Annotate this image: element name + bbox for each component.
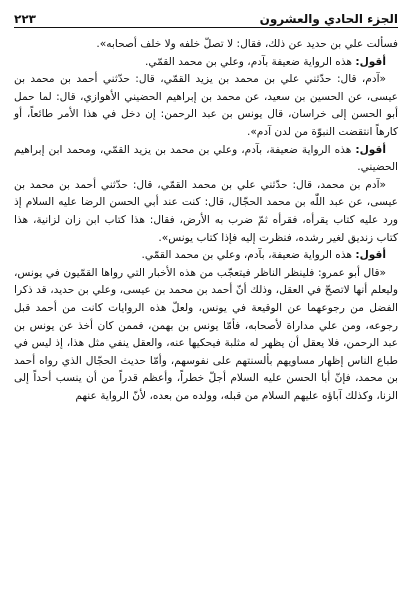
paragraph-text: «قال أبو عمرو: فلينظر الناظر فيتعجّب من هذه الأخبار التي رواها القمّيون في يونس، وليعلم أنها لاتصحّ في العقل، وذلك أنّ أحمد بن محمد بن عيسى، وعلي بن حديد، قد ذكرا الفضل من رجوعهما عن الوقيعة في يونس، ولعلّ هذه الروايات كانت من أحمد قبل رجوعه، ومن علي مداراة لأصحابه، فأمّا يونس بن بهمن، فممن كان أخذ عن يونس بن عبد الرحمن، فلا يعقل أن يظهر له مثلبة فيحكيها عنه، والعقل ينفي مثل هذا، إذ ليس في طباع الناس إظهار مساويهم بألسنتهم على نفوسهم، وأمّا حديث الحجّال الذي رواه أحمد بن محمد، فإنّ أبا الحسن عليه السلام أجلّ خطراً، وأعظم قدراً من أن ينسب أحداً إلى الزنا، وكذلك آباؤه عليهم السلام من قبله، وولده من بعده، لأنّ الرواية عنهم (14, 266, 398, 402)
paragraph-text: فسألت علي بن حديد عن ذلك، فقال: لا تصلّ خلفه ولا خلف أصحابه». (96, 38, 398, 50)
header-rule (14, 27, 398, 28)
narration-paragraph (14, 71, 398, 141)
page-body (14, 36, 398, 604)
paragraph-text: هذه الرواية ضعيفة، بآدم، وعلي بن محمد القمّي. (141, 249, 356, 262)
narration-paragraph (14, 265, 398, 406)
paragraph-text: هذه الرواية ضعيفة بآدم، وعلي بن محمد القمّي. (144, 55, 356, 68)
comment-paragraph (14, 247, 398, 265)
text-paragraph (14, 36, 398, 54)
paragraph-text: هذه الرواية ضعيفة، بآدم، وعلي بن محمد بن يزيد القمّي، ومحمد ابن إبراهيم الحضيني. (14, 143, 398, 174)
running-header (14, 6, 398, 26)
page-number: ٢٢٣ (14, 12, 36, 26)
comment-paragraph (14, 54, 398, 72)
comment-label: أقول: (355, 55, 386, 68)
running-title: الجزء الحادي والعشرون (259, 12, 398, 26)
comment-label: أقول: (355, 249, 386, 262)
comment-label: أقول: (355, 143, 386, 156)
comment-paragraph (14, 142, 398, 177)
paragraph-text: «آدم، قال: حدّثني علي بن محمد بن يزيد القمّي، قال: حدّثني أحمد بن محمد بن عيسى، عن الحسين بن سعيد، عن محمد بن إبراهيم الحضيني الأهوازي، قال: لما حمل أبو الحسن إلى خراسان، قال يونس بن عبد الرحمن: إن دخل في هذا الأمر طائعاً، أو كارهاً انتقضت النبوّة من لدن آدم». (14, 73, 398, 138)
narration-paragraph (14, 177, 398, 247)
paragraph-text: «آدم بن محمد، قال: حدّثني علي بن محمد القمّي، قال: حدّثني أحمد بن محمد بن عيسى، عن عبد اللّٰه بن محمد الحجّال، قال: كنت عند أبي الحسن الرضا عليه السلام إذ ورد عليه كتاب يقرأه، فقرأه ثمّ ضرب به الأرض، فقال: هذا كتاب ابن زان لزانية، هذا كتاب زنديق لغير رشده، فنظرت إليه فإذا كتاب يونس». (14, 178, 398, 244)
